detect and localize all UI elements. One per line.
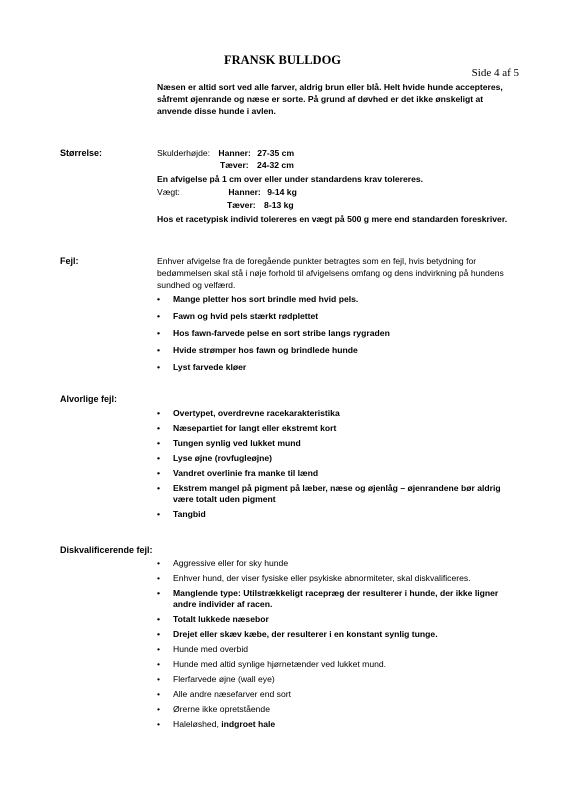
- bullet-icon: •: [157, 468, 161, 478]
- bullet-icon: •: [157, 614, 161, 624]
- females-weight: 8-13 kg: [264, 200, 294, 210]
- weight-prefix: Vægt:: [157, 187, 180, 197]
- list-item: • Mange pletter hos sort brindle med hvid pels.: [157, 294, 359, 304]
- weight-males-row: [157, 186, 297, 198]
- bullet-icon: •: [157, 704, 161, 714]
- size-label: Størrelse:: [60, 148, 103, 158]
- height-females-row: [220, 159, 294, 171]
- list-item: • Flerfarvede øjne (wall eye): [157, 674, 275, 684]
- faults-text: Enhver afvigelse fra de foregående punkter betragtes som en fejl, hvis betydning for bedømmelsen skal stå i nøje forhold til afvigelsens omfang og dens indvirkning på hundens sundhed og velfærd.: [157, 256, 504, 290]
- bullet-icon: •: [157, 328, 161, 338]
- males-weight: 9-14 kg: [267, 187, 297, 197]
- list-item: • Tungen synlig ved lukket mund: [157, 438, 301, 448]
- bullet-icon: •: [157, 294, 161, 304]
- females-height: 24-32 cm: [257, 160, 294, 170]
- serious-faults-label: Alvorlige fejl:: [60, 394, 118, 404]
- list-item: • Haleløshed, indgroet hale: [157, 719, 276, 729]
- bullet-icon: •: [157, 719, 161, 729]
- list-item: • Drejet eller skæv kæbe, der resulterer i en konstant synlig tunge.: [157, 629, 438, 639]
- males-label: Hanner:: [228, 187, 261, 197]
- tolerance-note: En afvigelse på 1 cm over eller under standardens krav tolereres.: [157, 174, 424, 184]
- list-item: • Lyse øjne (rovfugleøjne): [157, 453, 272, 463]
- disqualifying-list: [157, 558, 517, 730]
- bullet-icon: •: [157, 483, 161, 493]
- bullet-icon: •: [157, 573, 161, 583]
- bullet-icon: •: [157, 423, 161, 433]
- list-item: • Næsepartiet for langt eller ekstremt kort: [157, 423, 337, 433]
- males-label: Hanner:: [218, 148, 251, 158]
- list-item: • Totalt lukkede næsebor: [157, 614, 269, 624]
- list-item: • Alle andre næsefarver end sort: [157, 689, 291, 699]
- bullet-icon: •: [157, 345, 161, 355]
- intro-text: Næsen er altid sort ved alle farver, aldrig brun eller blå. Helt hvide hunde accepteres, såfremt øjenrande og næse er sorte. På grund af døvhed er det ikke ønskeligt at anvende disse hunde i avlen.: [157, 82, 503, 116]
- page-number: Side 4 af 5: [471, 67, 519, 79]
- height-prefix: Skulderhøjde:: [157, 148, 211, 158]
- faults-list: [157, 294, 517, 373]
- females-label: Tæver:: [220, 160, 249, 170]
- list-item: • Ekstrem mangel på pigment på læber, næse og øjenlåg – øjenrandene bør aldrig være totalt uden pigment: [157, 483, 501, 504]
- list-item: • Ørerne ikke opretstående: [157, 704, 270, 714]
- list-item: • Hos fawn-farvede pelse en sort stribe langs rygraden: [157, 328, 390, 338]
- bullet-icon: •: [157, 674, 161, 684]
- list-item: • Hvide strømper hos fawn og brindlede hunde: [157, 345, 358, 355]
- list-item: • Aggressive eller for sky hunde: [157, 558, 289, 568]
- bullet-icon: •: [157, 659, 161, 669]
- page-title: FRANSK BULLDOG: [223, 53, 342, 67]
- bullet-icon: •: [157, 509, 161, 519]
- list-item: • Hunde med overbid: [157, 644, 249, 654]
- weight-note: Hos et racetypisk individ tolereres en vægt på 500 g mere end standarden foreskriver.: [157, 214, 508, 224]
- disqualifying-label: Diskvalificerende fejl:: [60, 545, 153, 555]
- serious-faults-list: [157, 408, 517, 520]
- list-item: • Vandret overlinie fra manke til lænd: [157, 468, 319, 478]
- bullet-icon: •: [157, 558, 161, 568]
- list-item: • Overtypet, overdrevne racekarakteristika: [157, 408, 340, 418]
- bullet-icon: •: [157, 438, 161, 448]
- list-item: • Tangbid: [157, 509, 206, 519]
- bullet-icon: •: [157, 588, 161, 598]
- list-item: • Fawn og hvid pels stærkt rødplettet: [157, 311, 319, 321]
- bullet-icon: •: [157, 311, 161, 321]
- bullet-icon: •: [157, 629, 161, 639]
- bullet-icon: •: [157, 644, 161, 654]
- faults-label: Fejl:: [60, 256, 79, 266]
- males-height: 27-35 cm: [257, 148, 295, 158]
- bullet-icon: •: [157, 362, 161, 372]
- height-males-row: [157, 147, 294, 159]
- list-item: • Lyst farvede kløer: [157, 362, 247, 372]
- bullet-icon: •: [157, 689, 161, 699]
- females-label: Tæver:: [227, 200, 256, 210]
- weight-females-row: [227, 199, 294, 211]
- list-item: • Enhver hund, der viser fysiske eller psykiske abnormiteter, skal diskvalificeres.: [157, 573, 471, 583]
- bullet-icon: •: [157, 408, 161, 418]
- list-item: • Hunde med altid synlige hjørnetænder ved lukket mund.: [157, 659, 387, 669]
- bullet-icon: •: [157, 453, 161, 463]
- list-item: • Manglende type: Utilstrækkeligt racepræg der resulterer i hunde, der ikke ligner andre individer af racen.: [157, 588, 499, 609]
